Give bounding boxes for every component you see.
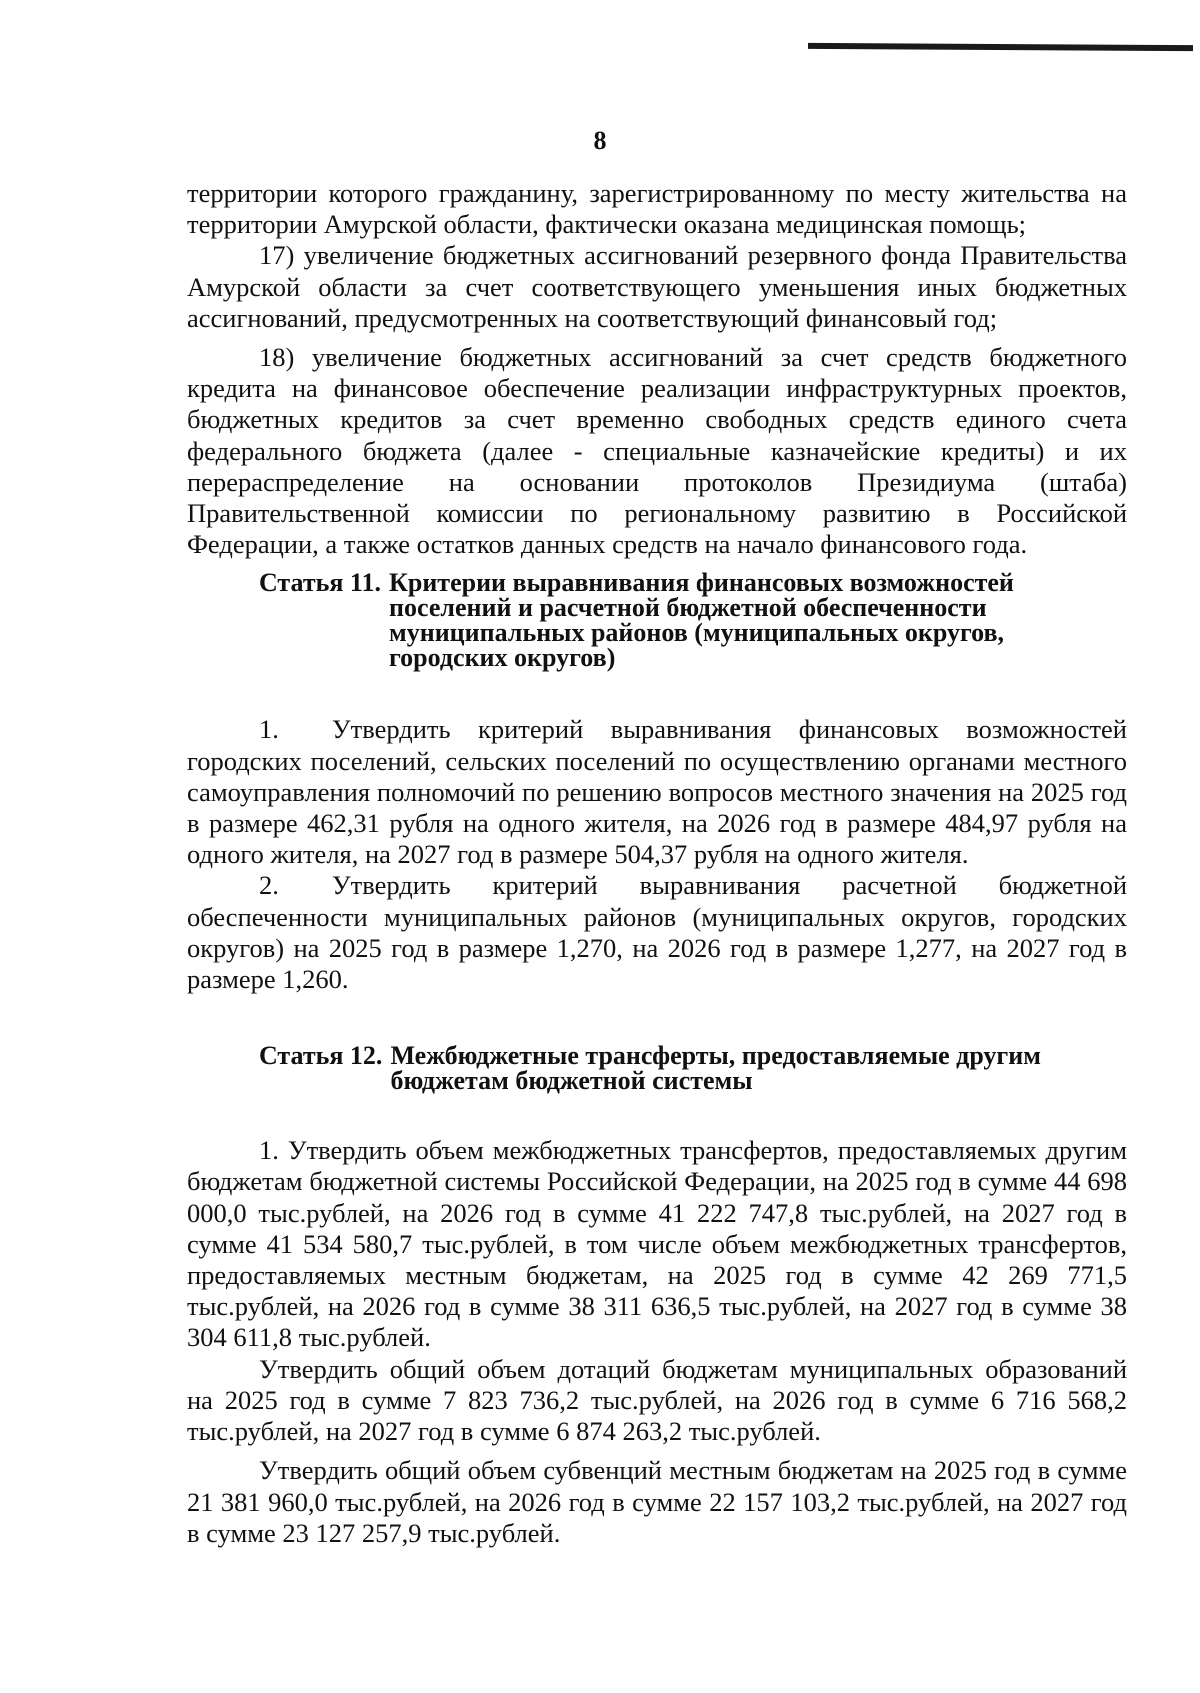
article-11-title: Критерии выравнивания финансовых возможностей поселений и расчетной бюджетной обеспеченности муниципальных районов (муниципальных округов, городских округов) xyxy=(389,568,1014,673)
paragraph-item-17: 17) увеличение бюджетных ассигнований резервного фонда Правительства Амурской области за счет соответствующего уменьшения иных бюджетных ассигнований, предусмотренных на соответствующий финансовый год; xyxy=(187,240,1127,333)
article-12-heading xyxy=(259,1041,1139,1096)
article-12-paragraph-3: Утвердить общий объем субвенций местным бюджетам на 2025 год в сумме 21 381 960,0 тыс.рублей, на 2026 год в сумме 22 157 103,2 тыс.рублей, на 2027 год в сумме 23 127 257,9 тыс.рублей. xyxy=(187,1455,1127,1548)
article-11-label: Статья 11. xyxy=(259,568,382,598)
page-number: 8 xyxy=(593,126,607,155)
paragraph-continuation: территории которого гражданину, зарегистрированному по месту жительства на территории Амурской области, фактически оказана медицинская помощь; xyxy=(187,178,1127,240)
article-12-title: Межбюджетные трансферты, предоставляемые другим бюджетам бюджетной системы xyxy=(390,1041,1041,1096)
article-12-label: Статья 12. xyxy=(259,1041,383,1071)
article-12-paragraph-1: 1. Утвердить объем межбюджетных трансфертов, предоставляемых другим бюджетам бюджетной системы Российской Федерации, на 2025 год в сумме 44 698 000,0 тыс.рублей, на 2026 год в сумме 41 222 747,8 тыс.рублей, на 2027 год в сумме 41 534 580,7 тыс.рублей, в том числе объем межбюджетных трансфертов, предоставляемых местным бюджетам, на 2025 год в сумме 42 269 771,5 тыс.рублей, на 2026 год в сумме 38 311 636,5 тыс.рублей, на 2027 год в сумме 38 304 611,8 тыс.рублей. xyxy=(187,1135,1127,1353)
document-body xyxy=(187,178,1127,1549)
article-11-paragraph-2: 2. Утвердить критерий выравнивания расчетной бюджетной обеспеченности муниципальных районов (муниципальных округов, городских округов) на 2025 год в размере 1,270, на 2026 год в размере 1,277, на 2027 год в размере 1,260. xyxy=(187,870,1127,995)
paragraph-item-18: 18) увеличение бюджетных ассигнований за счет средств бюджетного кредита на финансовое обеспечение реализации инфраструктурных проектов, бюджетных кредитов за счет временно свободных средств единого счета федерального бюджета (далее - специальные казначейские кредиты) и их перераспределение на основании протоколов Президиума (штаба) Правительственной комиссии по региональному развитию в Российской Федерации, а также остатков данных средств на начало финансового года. xyxy=(187,342,1127,560)
article-12-paragraph-2: Утвердить общий объем дотаций бюджетам муниципальных образований на 2025 год в сумме 7 823 736,2 тыс.рублей, на 2026 год в сумме 6 716 568,2 тыс.рублей, на 2027 год в сумме 6 874 263,2 тыс.рублей. xyxy=(187,1353,1127,1447)
top-rule-line xyxy=(808,43,1193,51)
article-11-heading xyxy=(259,568,1089,673)
article-11-paragraph-1: 1. Утвердить критерий выравнивания финансовых возможностей городских поселений, сельских поселений по осуществлению органами местного самоуправления полномочий по решению вопросов местного значения на 2025 год в размере 462,31 рубля на одного жителя, на 2026 год в размере 484,97 рубля на одного жителя, на 2027 год в размере 504,37 рубля на одного жителя. xyxy=(187,714,1127,870)
